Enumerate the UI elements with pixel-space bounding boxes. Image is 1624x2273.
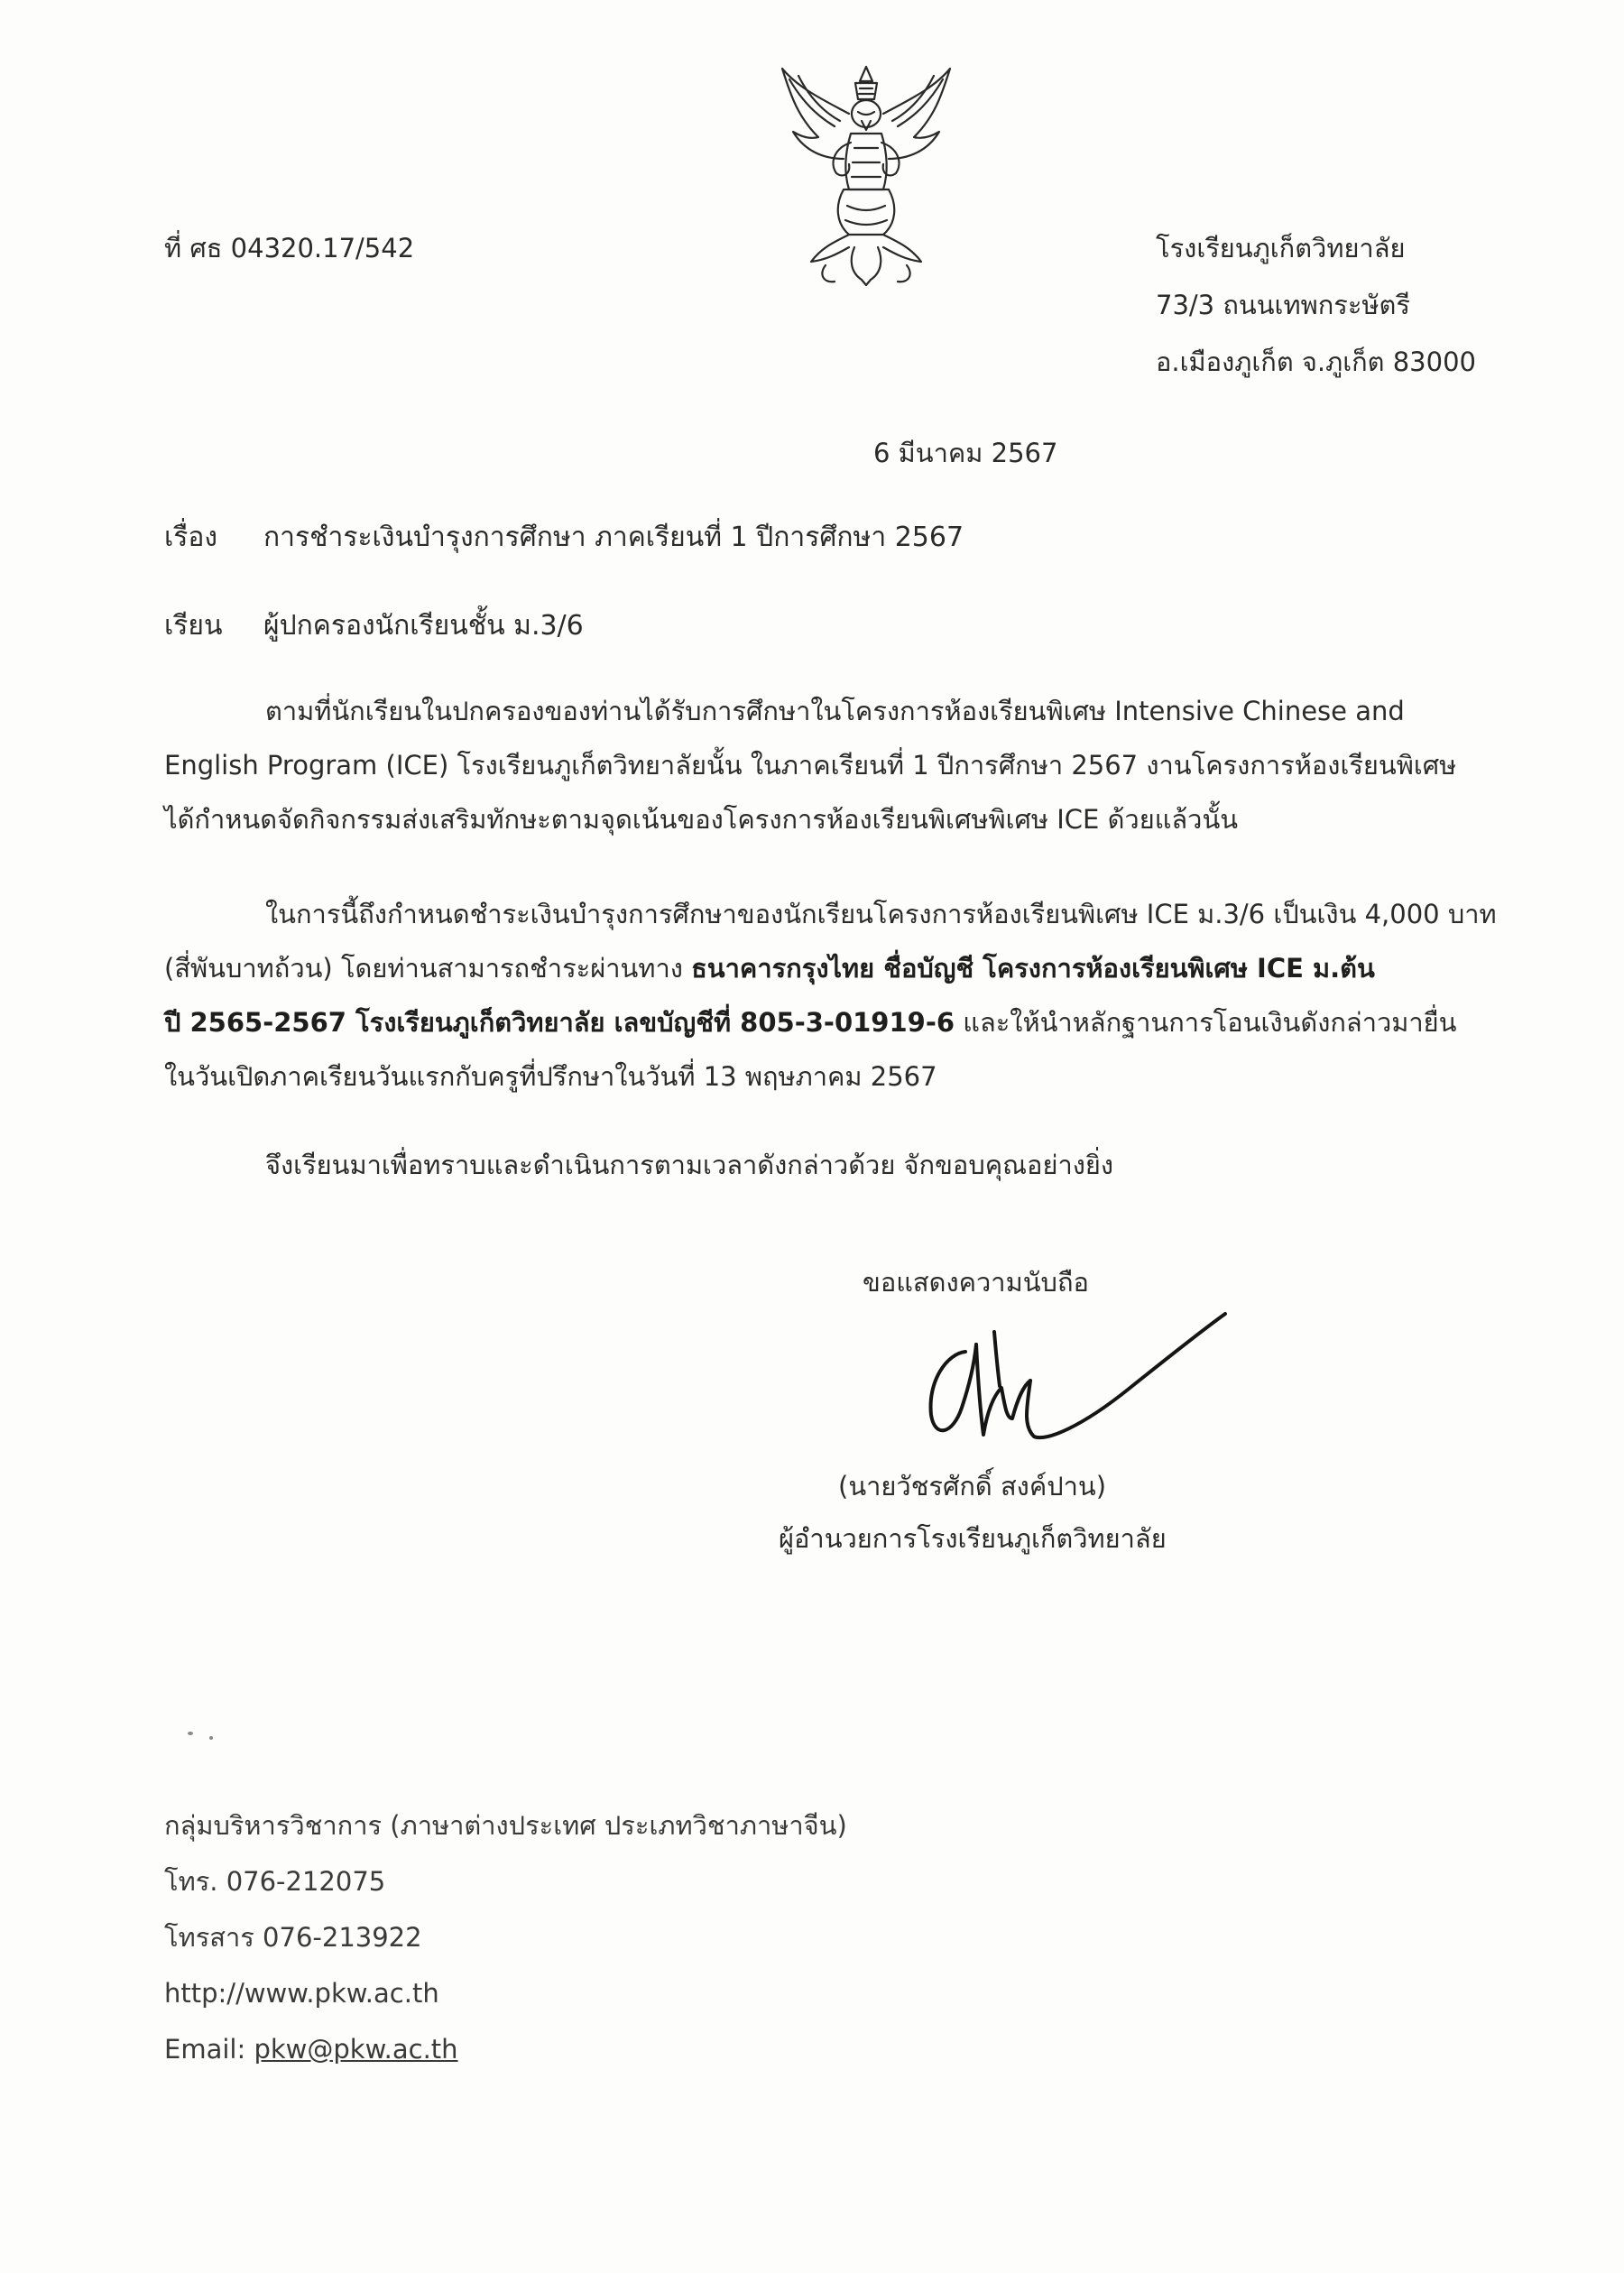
closing-salutation: ขอแสดงความนับถือ <box>863 1267 1089 1298</box>
body-paragraph-2 <box>164 887 1509 1104</box>
footer-fax: โทรสาร 076-213922 <box>164 1922 422 1953</box>
bank-account-info: ธนาคารกรุงไทย ชื่อบัญชี โครงการห้องเรียนพิเศษ ICE ม.ต้น <box>691 953 1375 984</box>
email-label: Email: <box>164 2034 254 2065</box>
scan-speck <box>188 1732 193 1735</box>
subject-text: การชำระเงินบำรุงการศึกษา ภาคเรียนที่ 1 ปีการศึกษา 2567 <box>263 522 964 553</box>
reference-number: ที่ ศธ 04320.17/542 <box>164 233 415 263</box>
footer-department: กลุ่มบริหารวิชาการ (ภาษาต่างประเทศ ประเภทวิชาภาษาจีน) <box>164 1810 847 1841</box>
body-line <box>164 941 1509 995</box>
body-text: (สี่พันบาทถ้วน) โดยท่านสามารถชำระผ่านทาง <box>164 953 692 984</box>
email-link[interactable]: pkw@pkw.ac.th <box>254 2034 458 2065</box>
signer-name: (นายวัชรศักดิ์ สงค์ปาน) <box>838 1471 1107 1501</box>
footer-website-link[interactable]: http://www.pkw.ac.th <box>164 1978 439 2009</box>
recipient-label: เรียน <box>164 610 223 642</box>
bank-account-number: ปี 2565-2567 โรงเรียนภูเก็ตวิทยาลัย เลขบัญชีที่ 805-3-01919-6 <box>164 1007 955 1038</box>
footer-phone: โทร. 076-212075 <box>164 1866 386 1897</box>
body-paragraph-3: จึงเรียนมาเพื่อทราบและดำเนินการตามเวลาดังกล่าวด้วย จักขอบคุณอย่างยิ่ง <box>265 1150 1114 1180</box>
letter-date: 6 มีนาคม 2567 <box>873 438 1058 468</box>
body-line: English Program (ICE) โรงเรียนภูเก็ตวิทยาลัยนั้น ในภาคเรียนที่ 1 ปีการศึกษา 2567 งานโครงการห้องเรียนพิเศษ <box>164 750 1457 781</box>
body-line: ในวันเปิดภาคเรียนวันแรกกับครูที่ปรึกษาในวันที่ 13 พฤษภาคม 2567 <box>164 1061 937 1092</box>
body-line: ตามที่นักเรียนในปกครองของท่านได้รับการศึกษาในโครงการห้องเรียนพิเศษ Intensive Chinese and <box>265 696 1405 726</box>
signer-title: ผู้อำนวยการโรงเรียนภูเก็ตวิทยาลัย <box>779 1523 1167 1554</box>
scan-speck <box>209 1736 213 1740</box>
garuda-emblem-icon <box>771 61 961 287</box>
recipient-text: ผู้ปกครองนักเรียนชั้น ม.3/6 <box>263 610 584 642</box>
body-line <box>164 995 1509 1049</box>
body-line: ในการนี้ถึงกำหนดชำระเงินบำรุงการศึกษาของนักเรียนโครงการห้องเรียนพิเศษ ICE ม.3/6 เป็นเงิน 4,000 บาท <box>265 899 1497 929</box>
body-line: ได้กำหนดจัดกิจกรรมส่งเสริมทักษะตามจุดเน้นของโครงการห้องเรียนพิเศษพิเศษ ICE ด้วยแล้วนั้น <box>164 804 1239 835</box>
body-text: และให้นำหลักฐานการโอนเงินดังกล่าวมายื่น <box>955 1007 1457 1038</box>
school-name: โรงเรียนภูเก็ตวิทยาลัย <box>1156 233 1406 263</box>
subject-label: เรื่อง <box>164 522 218 553</box>
school-address-line-1: 73/3 ถนนเทพกระษัตรี <box>1156 290 1410 320</box>
signature-icon <box>911 1299 1236 1480</box>
footer-email <box>164 2034 458 2065</box>
school-address-line-2: อ.เมืองภูเก็ต จ.ภูเก็ต 83000 <box>1156 346 1476 377</box>
body-paragraph-1 <box>164 684 1509 846</box>
